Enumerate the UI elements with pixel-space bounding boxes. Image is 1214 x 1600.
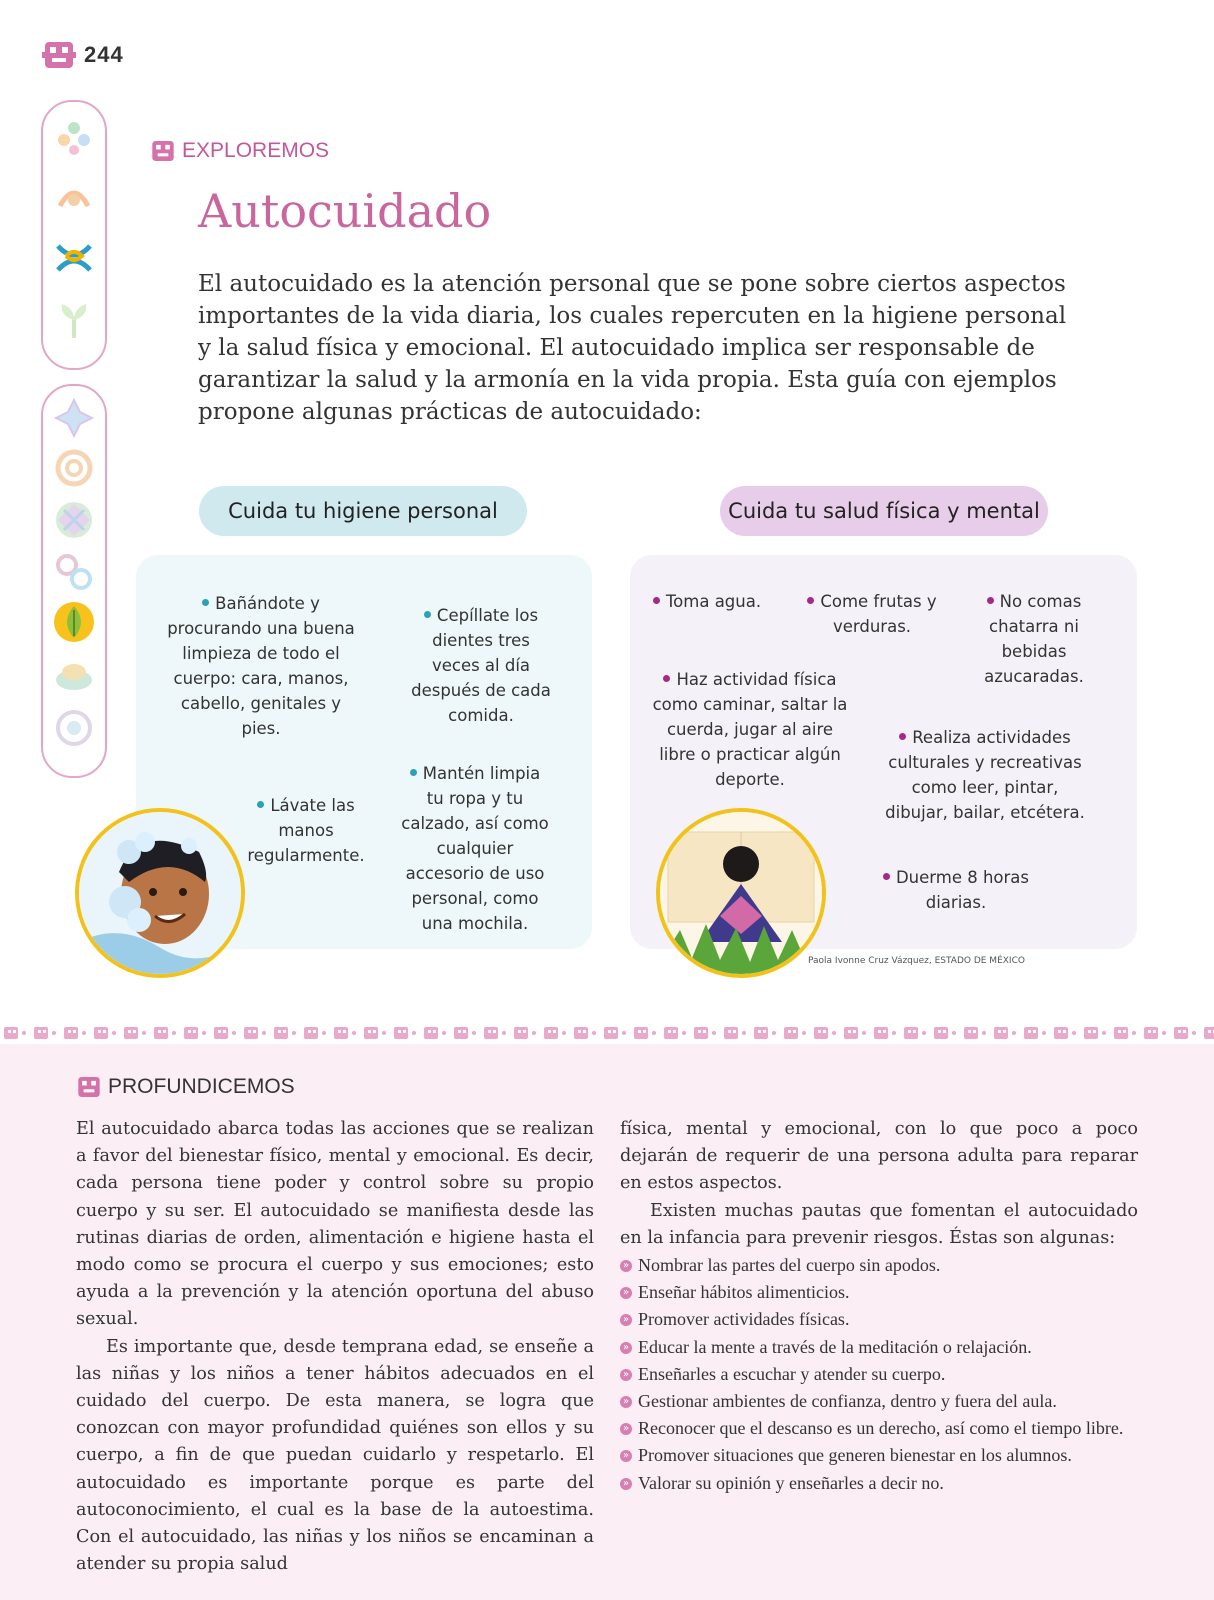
intro-paragraph: El autocuidado es la atención personal que se pone sobre ciertos aspectos importantes de la vida diaria, los cuales repercuten en la higiene personal y la salud física y emocional. El autocuidado implica ser responsable de garantizar la salud y la armonía en la vida propia. Esta guía con ejemplos propone algunas prácticas de autocuidado: — [198, 271, 1067, 425]
health-heading-pill: Cuida tu salud física y mental — [720, 486, 1048, 536]
hygiene-heading-pill: Cuida tu higiene personal — [199, 486, 527, 536]
tip-text: Haz actividad física como caminar, saltar la cuerda, jugar al aire libre o practicar algún deporte. — [652, 670, 848, 789]
deepen-heading — [76, 1074, 295, 1100]
bullet-dot — [807, 597, 814, 604]
tip-text: Duerme 8 horas diarias. — [895, 868, 1030, 912]
star-icon[interactable] — [52, 396, 96, 440]
tip-item — [866, 865, 1046, 915]
credit-state: ESTADO DE MÉXICO — [934, 956, 1025, 966]
bullet-dot — [410, 769, 417, 776]
aztec-glyph-icon — [76, 1074, 102, 1100]
side-rail-bottom — [41, 384, 107, 778]
body-paragraph: física, mental y emocional, con lo que poco a poco dejarán de requerir de una persona adulta para reparar en estos aspectos. — [620, 1119, 1138, 1194]
body-paragraph: Es importante que, desde temprana edad, se enseñe a las niñas y los niños a tener hábitos adecuados en el cuidado del cuerpo. De esta manera, se logra que conozcan con mayor profundidad quiénes son ellos y su cuerpo, a fin de que puedan cuidarlo y respetarlo. El autocuidado es importante porque es parte del autoconocimiento, el cual es la base de la autoestima. Con el autocuidado, las niñas y los niños se encaminan a atender su propia salud — [76, 1336, 594, 1575]
list-item: » Nombrar las partes del cuerpo sin apodos. — [620, 1252, 1138, 1279]
tip-text: Bañándote y procurando una buena limpieza de todo el cuerpo: cara, manos, cabello, genitales y pies. — [167, 594, 355, 738]
tip-item — [406, 603, 556, 728]
aztec-glyph-icon — [150, 138, 176, 164]
diamond-icon[interactable] — [52, 498, 96, 542]
decorative-border — [0, 1024, 1214, 1042]
tip-text: No comas chatarra ni bebidas azucaradas. — [984, 592, 1084, 686]
community-icon[interactable] — [52, 236, 96, 280]
list-item: » Reconocer que el descanso es un derecho, así como el tiempo libre. — [620, 1415, 1138, 1442]
body-paragraph: Existen muchas pautas que fomentan el autocuidado en la infancia para prevenir riesgos. Éstas son algunas: — [620, 1200, 1138, 1248]
bullet-dot — [987, 597, 994, 604]
list-item: » Gestionar ambientes de confianza, dentro y fuera del aula. — [620, 1388, 1138, 1415]
tip-item — [974, 589, 1094, 689]
bullet-dot — [257, 801, 264, 808]
child-reading-illustration — [660, 812, 822, 974]
tip-item — [400, 761, 550, 936]
bullet-dot — [899, 733, 906, 740]
bullet-dot — [653, 597, 660, 604]
deepen-column-right — [620, 1116, 1138, 1497]
page-title: Autocuidado — [198, 184, 492, 238]
tip-text: Realiza actividades culturales y recreativas como leer, pintar, dibujar, bailar, etcétera. — [885, 728, 1085, 822]
tip-item — [650, 667, 850, 792]
circle-icon[interactable] — [52, 706, 96, 750]
deepen-label: PROFUNDICEMOS — [108, 1075, 295, 1098]
sun-spiral-icon[interactable] — [52, 176, 96, 220]
sprout-icon[interactable] — [52, 298, 96, 342]
list-item: » Enseñarles a escuchar y atender su cuerpo. — [620, 1361, 1138, 1388]
bullet-dot — [883, 873, 890, 880]
tip-item — [880, 725, 1090, 825]
illustration-credit — [808, 956, 1025, 966]
reading-child-illustration — [656, 808, 826, 978]
flower-icon[interactable] — [52, 116, 96, 160]
tip-text: Mantén limpia tu ropa y tu calzado, así como cualquier accesorio de uso personal, como una mochila. — [401, 764, 549, 933]
credit-name: Paola Ivonne Cruz Vázquez, — [808, 956, 935, 966]
tip-item — [802, 589, 942, 639]
list-item: » Promover situaciones que generen bienestar en los alumnos. — [620, 1442, 1138, 1469]
deepen-column-left — [76, 1116, 594, 1578]
tip-text: Lávate las manos regularmente. — [247, 796, 365, 865]
tip-item — [642, 589, 772, 614]
list-item: » Enseñar hábitos alimenticios. — [620, 1279, 1138, 1306]
tip-text: Cepíllate los dientes tres veces al día después de cada comida. — [411, 606, 551, 725]
list-item: » Promover actividades físicas. — [620, 1306, 1138, 1333]
bullet-dot — [663, 675, 670, 682]
aztec-glyph-icon — [42, 38, 76, 72]
bullet-dot — [202, 599, 209, 606]
spiral-icon[interactable] — [52, 446, 96, 490]
child-face-illustration — [79, 812, 241, 974]
links-icon[interactable] — [52, 550, 96, 594]
tip-text: Come frutas y verduras. — [820, 592, 937, 636]
side-rail-top — [41, 100, 107, 370]
body-paragraph: El autocuidado abarca todas las acciones que se realizan a favor del bienestar físico, mental y emocional. Es decir, cada persona tiene poder y control sobre su propio cuerpo y su ser. El autocuidado se manifiesta desde las rutinas diarias de orden, alimentación e higiene hasta el modo como se procura el cuerpo y sus emociones; esto ayuda a la prevención y la atención oportuna del abuso sexual. — [76, 1119, 594, 1330]
guideline-list — [620, 1252, 1138, 1497]
explore-label: EXPLOREMOS — [182, 139, 330, 162]
list-item: » Valorar su opinión y enseñarles a decir no. — [620, 1470, 1138, 1497]
leaf-active-icon[interactable] — [52, 600, 96, 644]
bullet-dot — [424, 611, 431, 618]
page-header — [42, 38, 124, 72]
tip-item — [166, 591, 356, 741]
page-number: 244 — [84, 42, 124, 67]
tip-text: Toma agua. — [665, 592, 762, 611]
explore-heading — [150, 138, 329, 164]
washing-child-illustration — [75, 808, 245, 978]
mound-icon[interactable] — [52, 652, 96, 696]
tip-item — [246, 793, 366, 868]
list-item: » Educar la mente a través de la meditación o relajación. — [620, 1334, 1138, 1361]
